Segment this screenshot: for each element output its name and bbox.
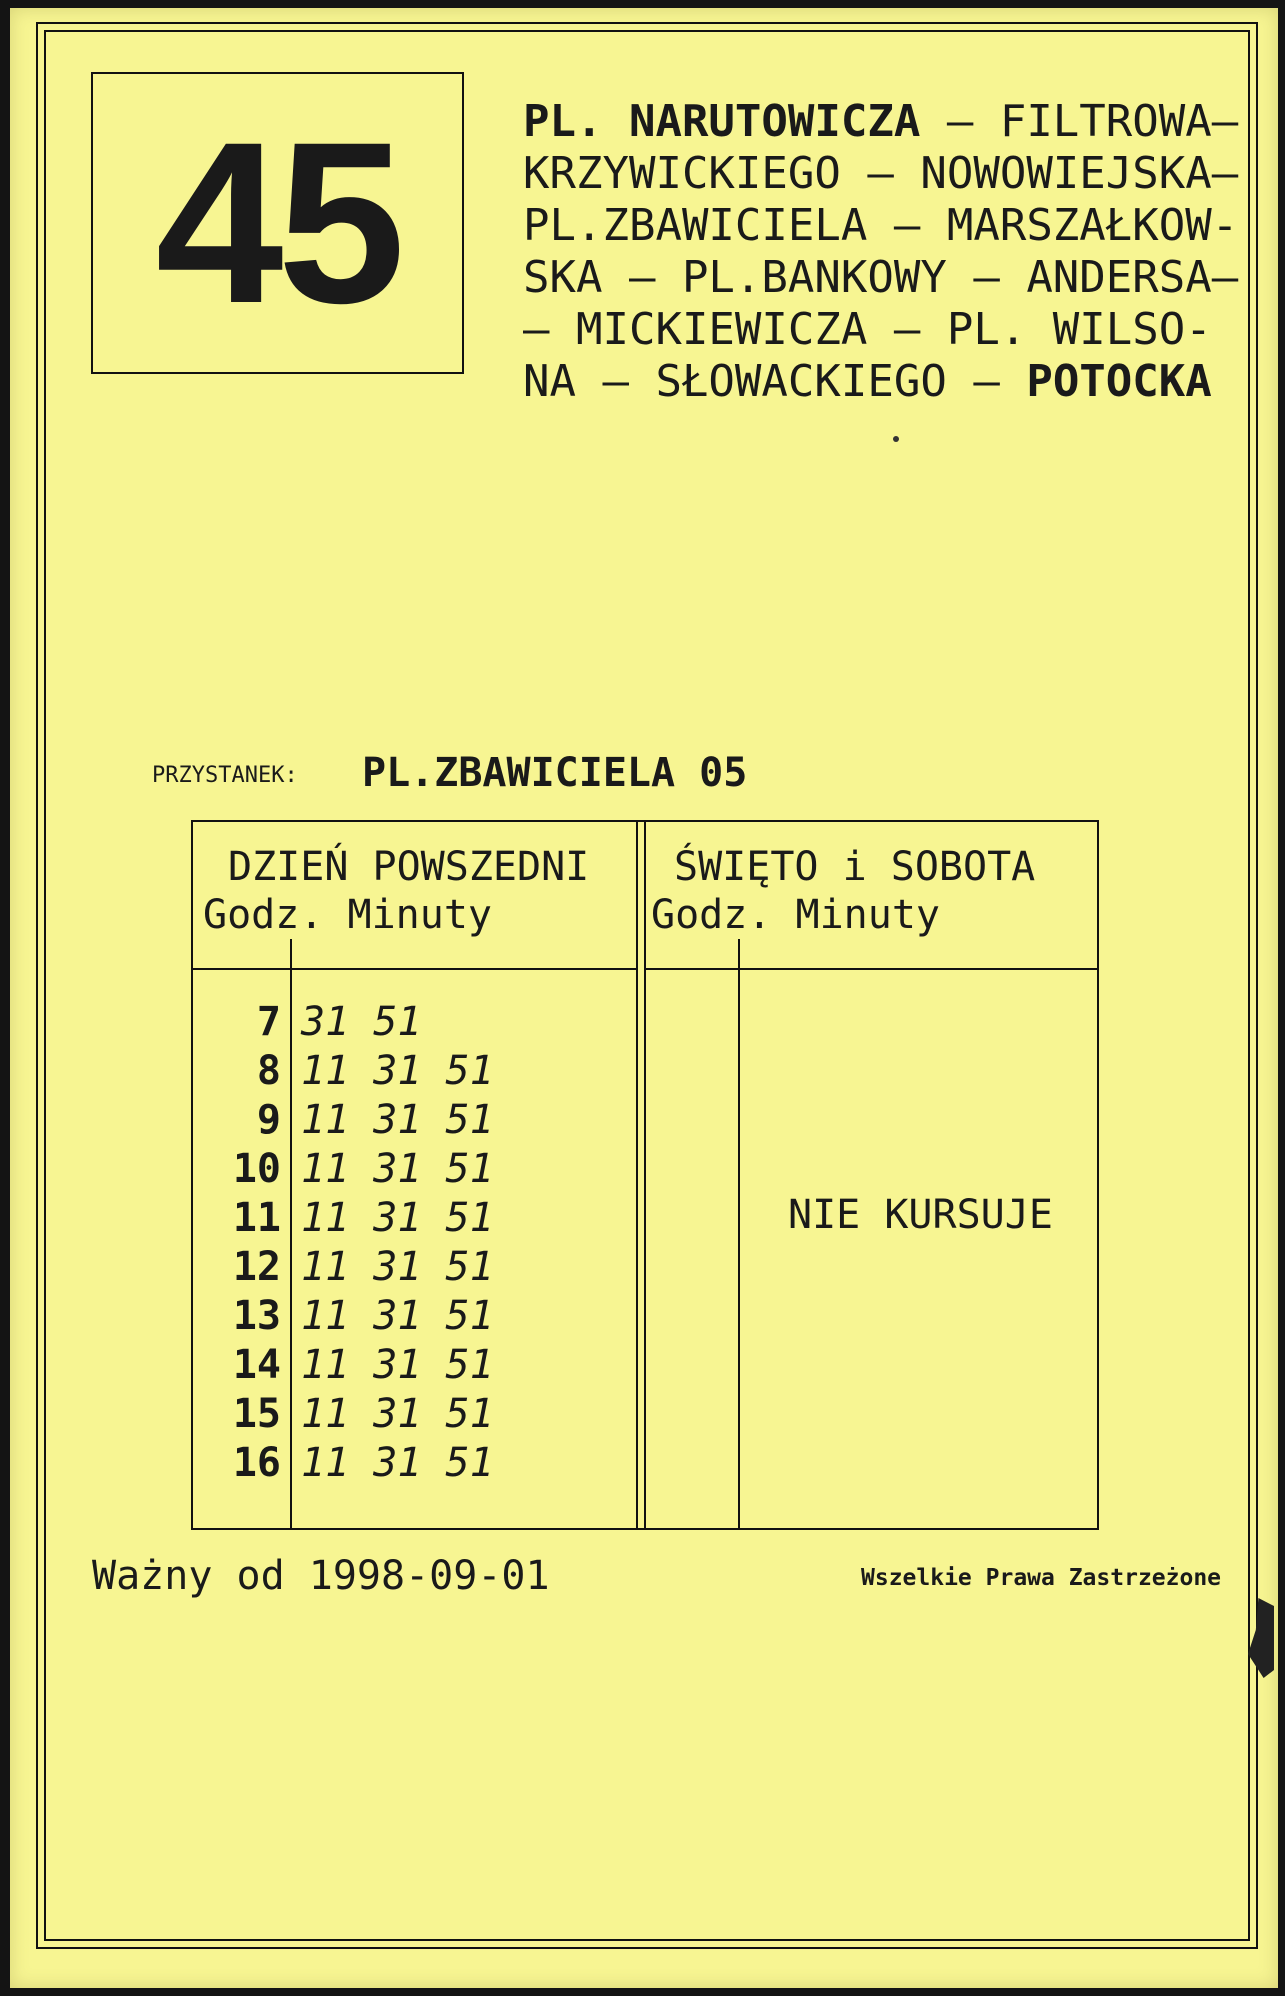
timetable-row — [193, 1095, 653, 1145]
timetable-row — [193, 1242, 653, 1292]
weekday-header-rule — [193, 968, 636, 970]
timetable-row — [193, 1340, 653, 1390]
timetable-row — [193, 1193, 653, 1243]
hour-value: 14 — [232, 1342, 281, 1388]
route-segment: KRZYWICKIEGO – NOWOWIEJSKA– — [523, 148, 1239, 199]
hour-value: 9 — [256, 1097, 281, 1143]
route-segment: SKA – PL.BANKOWY – ANDERSA– — [523, 252, 1239, 303]
minutes-value: 11 31 51 — [301, 1440, 494, 1486]
route-line — [523, 252, 1239, 304]
timetable-row — [193, 1389, 653, 1439]
hour-value: 15 — [232, 1391, 281, 1437]
holiday-title: ŚWIĘTO i SOBOTA — [674, 844, 1036, 890]
stop-label: PRZYSTANEK: — [152, 763, 298, 788]
minutes-value: 11 31 51 — [301, 1048, 494, 1094]
line-number: 45 — [155, 94, 400, 351]
hour-value: 16 — [232, 1440, 281, 1486]
minutes-value: 11 31 51 — [301, 1244, 494, 1290]
minutes-value: 31 51 — [301, 999, 422, 1045]
minutes-value: 11 31 51 — [301, 1097, 494, 1143]
weekday-title: DZIEŃ POWSZEDNI — [228, 844, 590, 890]
minutes-value: 11 31 51 — [301, 1391, 494, 1437]
route-terminus: PL. NARUTOWICZA — [523, 96, 921, 147]
stop-name: PL.ZBAWICIELA 05 — [362, 750, 748, 796]
holiday-hour-divider — [738, 939, 740, 1528]
paper-speck — [893, 436, 899, 442]
timetable-grid — [191, 820, 1099, 1530]
hour-value: 12 — [232, 1244, 281, 1290]
route-line — [523, 304, 1223, 356]
holiday-header-rule — [646, 968, 1097, 970]
route-segment: NA – SŁOWACKIEGO – — [523, 356, 1027, 407]
hour-value: 13 — [232, 1293, 281, 1339]
minutes-value: 11 31 51 — [301, 1293, 494, 1339]
holiday-subheader: Godz. Minuty — [651, 892, 940, 938]
weekday-subheader: Godz. Minuty — [203, 892, 492, 938]
valid-from: Ważny od 1998-09-01 — [92, 1553, 550, 1599]
route-description — [523, 96, 1239, 408]
route-line — [523, 200, 1239, 252]
route-line — [523, 148, 1239, 200]
timetable-card — [10, 8, 1278, 1988]
holiday-no-service: NIE KURSUJE — [788, 1192, 1053, 1238]
timetable-row — [193, 997, 653, 1047]
rights-notice: Wszelkie Prawa Zastrzeżone — [861, 1565, 1222, 1591]
line-number-box — [91, 72, 464, 374]
timetable-row — [193, 1438, 653, 1488]
timetable-row — [193, 1144, 653, 1194]
hour-value: 8 — [256, 1048, 281, 1094]
minutes-value: 11 31 51 — [301, 1146, 494, 1192]
timetable-row — [193, 1046, 653, 1096]
route-segment: – MICKIEWICZA – PL. WILSO- — [523, 304, 1212, 355]
route-line — [523, 356, 1223, 408]
hour-value: 10 — [232, 1146, 281, 1192]
hour-value: 7 — [256, 999, 281, 1045]
hour-value: 11 — [232, 1195, 281, 1241]
route-segment: PL.ZBAWICIELA – MARSZAŁKOW- — [523, 200, 1239, 251]
timetable-row — [193, 1291, 653, 1341]
route-segment: – FILTROWA– — [920, 96, 1239, 147]
minutes-value: 11 31 51 — [301, 1342, 494, 1388]
minutes-value: 11 31 51 — [301, 1195, 494, 1241]
route-line — [523, 96, 1239, 148]
route-terminus: POTOCKA — [1026, 356, 1212, 407]
